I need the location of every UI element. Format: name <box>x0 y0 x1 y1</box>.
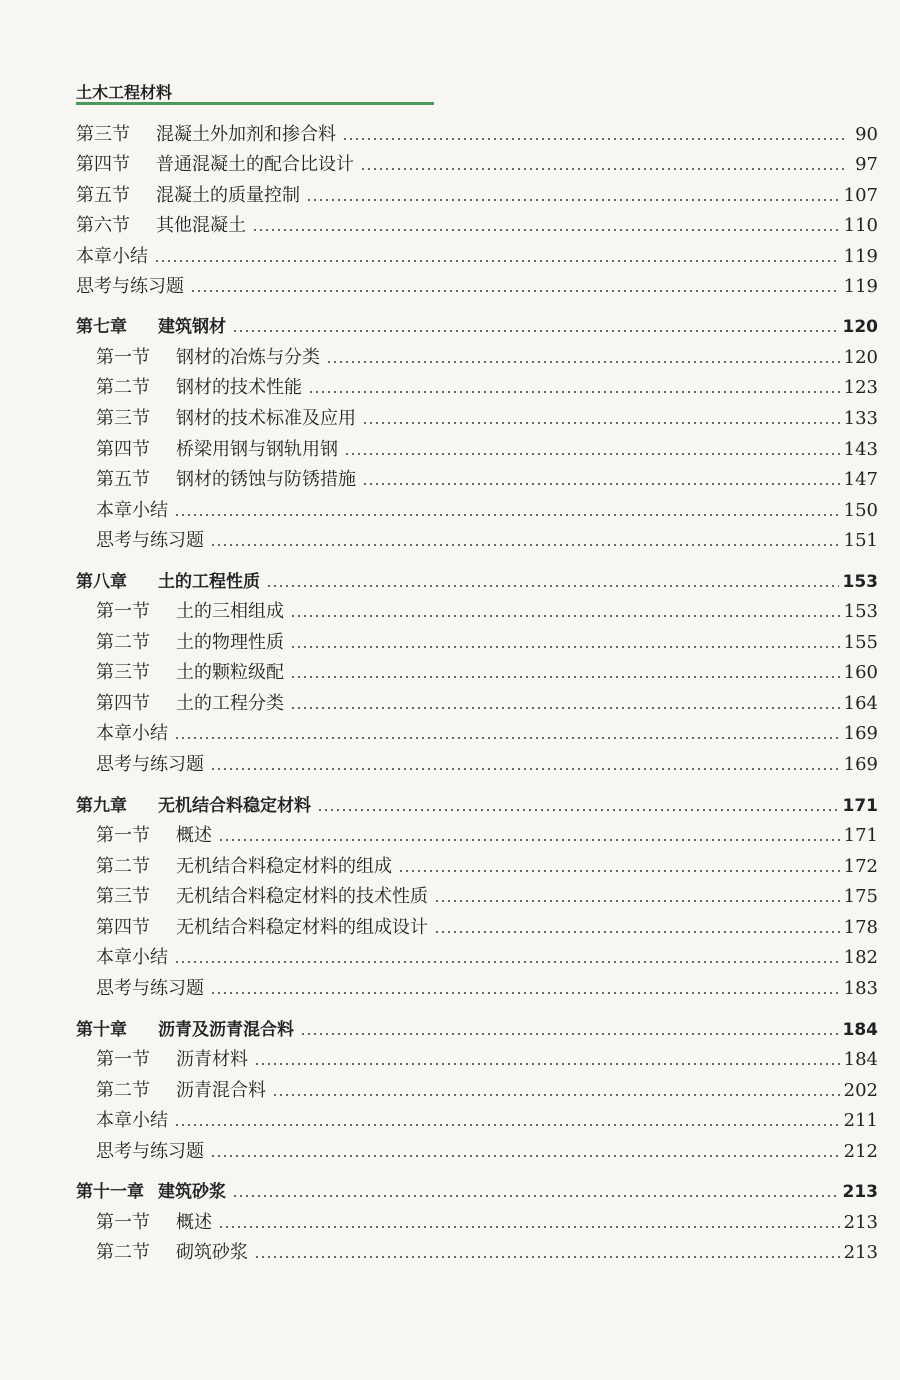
toc-entry <box>96 719 878 749</box>
toc-entry-page-number: 171 <box>842 796 878 816</box>
toc-entry <box>76 120 878 150</box>
toc-entry-page-number: 178 <box>843 917 878 938</box>
toc-entry-title: 无机结合料稳定材料的技术性质 <box>176 886 428 907</box>
toc-entry <box>76 272 878 302</box>
dot-leader <box>434 931 840 933</box>
toc-chapter-entry <box>76 1015 878 1045</box>
toc-entry-title: 思考与练习题 <box>96 978 204 999</box>
toc-entry-title: 钢材的技术性能 <box>176 377 302 398</box>
toc-entry-number: 第二节 <box>96 377 150 398</box>
toc-entry-number: 第三节 <box>96 886 150 907</box>
toc-entry-page-number: 110 <box>843 215 878 236</box>
dot-leader <box>174 1124 840 1126</box>
dot-leader <box>300 1033 839 1035</box>
dot-leader <box>218 839 840 841</box>
toc-entry-page-number: 107 <box>843 185 878 206</box>
toc-entry <box>76 211 878 241</box>
toc-entry <box>76 242 878 272</box>
toc-entry-title: 土的颗粒级配 <box>176 662 284 683</box>
toc-entry-title: 无机结合料稳定材料的组成 <box>176 856 392 877</box>
toc-entry <box>96 496 878 526</box>
toc-entry-page-number: 182 <box>843 947 878 968</box>
dot-leader <box>342 138 844 140</box>
toc-entry <box>96 689 878 719</box>
toc-entry <box>76 150 878 180</box>
toc-entry <box>76 181 878 211</box>
toc-entry-number: 第四节 <box>96 917 150 938</box>
toc-entry <box>96 1238 878 1268</box>
toc-entry-number: 第五节 <box>76 185 130 206</box>
toc-entry-page-number: 151 <box>843 530 878 551</box>
toc-entry-number: 第五节 <box>96 469 150 490</box>
toc-entry-title: 普通混凝土的配合比设计 <box>156 154 354 175</box>
toc-entry <box>96 597 878 627</box>
toc-entry-page-number: 119 <box>843 276 878 297</box>
toc-entry-title: 土的工程性质 <box>158 572 260 592</box>
toc-entry <box>96 628 878 658</box>
toc-entry-page-number: 212 <box>843 1141 878 1162</box>
toc-entry-title: 钢材的冶炼与分类 <box>176 347 320 368</box>
dot-leader <box>308 391 840 393</box>
toc-entry-title: 本章小结 <box>76 246 148 267</box>
toc-entry-number: 第二节 <box>96 856 150 877</box>
dot-leader <box>174 514 840 516</box>
dot-leader <box>232 1195 839 1197</box>
toc-entry-number: 第二节 <box>96 1242 150 1263</box>
toc-entry <box>96 1208 878 1238</box>
dot-leader <box>210 768 840 770</box>
toc-entry <box>96 1076 878 1106</box>
dot-leader <box>398 870 840 872</box>
toc-entry <box>96 658 878 688</box>
toc-entry-page-number: 175 <box>843 886 878 907</box>
toc-entry-page-number: 153 <box>843 601 878 622</box>
dot-leader <box>218 1226 840 1228</box>
toc-entry-number: 第十一章 <box>76 1182 144 1202</box>
toc-entry <box>96 821 878 851</box>
toc-entry <box>96 526 878 556</box>
toc-entry-page-number: 153 <box>842 572 878 592</box>
toc-entry-title: 无机结合料稳定材料 <box>158 796 311 816</box>
toc-entry-title: 沥青混合料 <box>176 1080 266 1101</box>
toc-entry-title: 钢材的技术标准及应用 <box>176 408 356 429</box>
toc-entry-title: 本章小结 <box>96 723 168 744</box>
toc-entry-page-number: 133 <box>843 408 878 429</box>
dot-leader <box>232 330 839 332</box>
toc-entry-title: 思考与练习题 <box>96 530 204 551</box>
toc-entry-title: 建筑钢材 <box>158 317 226 337</box>
dot-leader <box>290 676 840 678</box>
toc-entry-page-number: 213 <box>843 1242 878 1263</box>
dot-leader <box>210 544 840 546</box>
toc-entry-title: 概述 <box>176 825 212 846</box>
toc-entry-page-number: 183 <box>843 978 878 999</box>
toc-entry <box>96 1045 878 1075</box>
toc-entry-page-number: 155 <box>843 632 878 653</box>
toc-entry-title: 钢材的锈蚀与防锈措施 <box>176 469 356 490</box>
toc-entry-title: 本章小结 <box>96 947 168 968</box>
toc-entry-title: 沥青材料 <box>176 1049 248 1070</box>
toc-entry-number: 第三节 <box>96 408 150 429</box>
toc-entry <box>96 465 878 495</box>
toc-entry-number: 第六节 <box>76 215 130 236</box>
toc-entry-title: 砌筑砂浆 <box>176 1242 248 1263</box>
dot-leader <box>210 1155 840 1157</box>
dot-leader <box>174 961 840 963</box>
toc-entry-number: 第四节 <box>96 693 150 714</box>
toc-entry-title: 沥青及沥青混合料 <box>158 1020 294 1040</box>
toc-entry <box>96 1106 878 1136</box>
toc-entry <box>96 913 878 943</box>
toc-entry <box>96 373 878 403</box>
toc-entry-title: 建筑砂浆 <box>158 1182 226 1202</box>
toc-entry <box>96 750 878 780</box>
toc-entry-number: 第一节 <box>96 1049 150 1070</box>
toc-entry-number: 第一节 <box>96 1212 150 1233</box>
toc-entry-page-number: 184 <box>842 1020 878 1040</box>
toc-entry-page-number: 211 <box>843 1110 878 1131</box>
toc-entry-page-number: 147 <box>843 469 878 490</box>
toc-entry <box>96 435 878 465</box>
toc-entry <box>96 882 878 912</box>
toc-entry-page-number: 213 <box>843 1212 878 1233</box>
toc-entry-page-number: 120 <box>842 317 878 337</box>
dot-leader <box>290 615 840 617</box>
toc-entry-number: 第十章 <box>76 1020 127 1040</box>
dot-leader <box>362 422 840 424</box>
toc-entry-title: 思考与练习题 <box>96 1141 204 1162</box>
toc-entry-page-number: 164 <box>843 693 878 714</box>
toc-entry-page-number: 169 <box>843 754 878 775</box>
toc-entry-page-number: 184 <box>843 1049 878 1070</box>
toc-entry-title: 混凝土外加剂和掺合料 <box>156 124 336 145</box>
toc-entry <box>96 943 878 973</box>
dot-leader <box>190 290 840 292</box>
toc-entry-page-number: 97 <box>855 154 878 175</box>
toc-entry-page-number: 169 <box>843 723 878 744</box>
toc-entry-number: 第二节 <box>96 1080 150 1101</box>
toc-entry-title: 概述 <box>176 1212 212 1233</box>
dot-leader <box>317 809 839 811</box>
dot-leader <box>174 737 840 739</box>
toc-entry-number: 第三节 <box>96 662 150 683</box>
dot-leader <box>306 199 840 201</box>
toc-entry-page-number: 172 <box>843 856 878 877</box>
dot-leader <box>344 453 840 455</box>
dot-leader <box>272 1094 840 1096</box>
toc-entry-page-number: 213 <box>842 1182 878 1202</box>
toc-entry <box>96 343 878 373</box>
dot-leader <box>290 646 840 648</box>
toc-entry <box>96 1137 878 1167</box>
toc-entry-page-number: 171 <box>843 825 878 846</box>
dot-leader <box>254 1256 840 1258</box>
toc-entry-title: 混凝土的质量控制 <box>156 185 300 206</box>
toc-chapter-entry <box>76 1177 878 1207</box>
toc-entry-title: 思考与练习题 <box>96 754 204 775</box>
toc-chapter-entry <box>76 312 878 342</box>
toc-entry-title: 土的三相组成 <box>176 601 284 622</box>
toc-entry-title: 本章小结 <box>96 500 168 521</box>
toc-entry-page-number: 120 <box>843 347 878 368</box>
dot-leader <box>266 585 839 587</box>
toc-entry-page-number: 123 <box>843 377 878 398</box>
toc-entry-number: 第一节 <box>96 347 150 368</box>
dot-leader <box>362 483 840 485</box>
toc-chapter-entry <box>76 567 878 597</box>
toc-entry-page-number: 143 <box>843 439 878 460</box>
toc-entry-page-number: 90 <box>855 124 878 145</box>
toc-entry-number: 第四节 <box>76 154 130 175</box>
dot-leader <box>252 229 840 231</box>
toc-chapter-entry <box>76 791 878 821</box>
toc-entry-page-number: 150 <box>843 500 878 521</box>
toc-entry-title: 思考与练习题 <box>76 276 184 297</box>
toc-entry-page-number: 202 <box>843 1080 878 1101</box>
dot-leader <box>326 361 840 363</box>
dot-leader <box>210 992 840 994</box>
toc-entry-number: 第九章 <box>76 796 127 816</box>
dot-leader <box>434 900 840 902</box>
toc-entry-title: 其他混凝土 <box>156 215 246 236</box>
toc-entry <box>96 974 878 1004</box>
dot-leader <box>360 168 844 170</box>
toc-entry-number: 第二节 <box>96 632 150 653</box>
toc-entry-title: 土的工程分类 <box>176 693 284 714</box>
toc-entry-title: 本章小结 <box>96 1110 168 1131</box>
toc-entry-number: 第一节 <box>96 825 150 846</box>
running-header-title: 土木工程材料 <box>76 83 173 102</box>
toc-entry-number: 第八章 <box>76 572 127 592</box>
toc-entry <box>96 404 878 434</box>
toc-entry-number: 第一节 <box>96 601 150 622</box>
toc-entry-number: 第三节 <box>76 124 130 145</box>
toc-entry-title: 土的物理性质 <box>176 632 284 653</box>
toc-entry-page-number: 119 <box>843 246 878 267</box>
toc-entry-page-number: 160 <box>843 662 878 683</box>
toc-entry <box>96 852 878 882</box>
dot-leader <box>290 707 840 709</box>
dot-leader <box>154 260 840 262</box>
dot-leader <box>254 1063 840 1065</box>
toc-entry-number: 第四节 <box>96 439 150 460</box>
toc-entry-title: 桥梁用钢与钢轨用钢 <box>176 439 338 460</box>
toc-entry-number: 第七章 <box>76 317 127 337</box>
toc-entry-title: 无机结合料稳定材料的组成设计 <box>176 917 428 938</box>
